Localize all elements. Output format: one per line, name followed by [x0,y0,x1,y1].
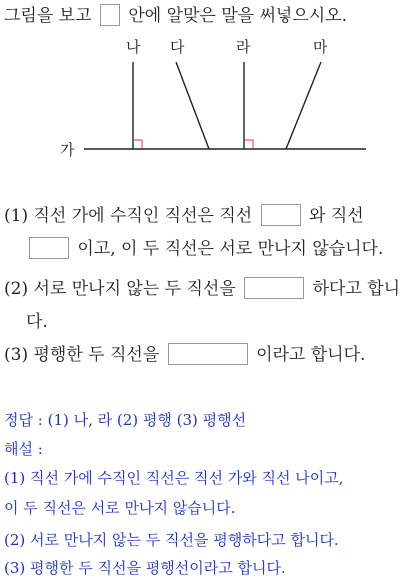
label-ma: 마 [313,38,328,56]
line-da [176,62,209,149]
label-na: 나 [126,38,141,56]
instruction [4,5,347,28]
answer-box-3[interactable] [168,343,248,365]
label-da: 다 [170,38,185,56]
right-angle-marker-ra [244,140,253,149]
figure-lines [0,30,400,165]
question-3 [4,344,365,367]
instruction-after: 안에 알맞은 말을 써넣으시오. [128,6,348,26]
question-2 [4,278,400,301]
explanation-label: 해설 : [4,440,43,458]
answer-box-1a[interactable] [261,204,301,226]
answer-box-1b[interactable] [29,237,69,259]
explanation-line-4: (3) 평행한 두 직선을 평행선이라고 합니다. [4,559,286,577]
right-angle-marker-na [133,140,142,149]
question-2-line2 [26,311,48,333]
question-2-text-b: 하다고 합니 [312,279,400,299]
question-1-text-c: 이고, 이 두 직선은 서로 만나지 않습니다. [77,239,384,259]
answer-label: 정답 : [4,411,43,429]
line-ma [286,62,321,149]
question-3-text-b: 이라고 합니다. [256,345,366,365]
question-1-text-a: 직선 가에 수직인 직선은 직선 [33,206,253,226]
answer-line [4,410,246,430]
question-2-text-a: 서로 만나지 않는 두 직선을 [33,279,236,299]
explanation-line-3: (2) 서로 만나지 않는 두 직선을 평행하다고 합니다. [4,531,339,549]
instruction-blank-box [100,4,120,26]
question-3-number: (3) [4,345,29,365]
question-3-text-a: 평행한 두 직선을 [33,345,160,365]
instruction-before: 그림을 보고 [4,6,92,26]
question-2-number: (2) [4,279,29,299]
question-2-text-c: 다. [26,312,48,332]
label-ra: 라 [236,38,251,56]
label-ga: 가 [60,141,75,159]
explanation-line-2: 이 두 직선은 서로 만나지 않습니다. [4,499,236,517]
question-1-line2 [26,238,383,261]
question-1-number: (1) [4,206,29,226]
answer-text: (1) 나, 라 (2) 평행 (3) 평행선 [47,411,247,429]
explanation-line-1: (1) 직선 가에 수직인 직선은 직선 가와 직선 나이고, [4,469,344,487]
answer-box-2[interactable] [244,277,304,299]
question-1 [4,205,364,228]
question-1-text-b: 와 직선 [309,206,364,226]
